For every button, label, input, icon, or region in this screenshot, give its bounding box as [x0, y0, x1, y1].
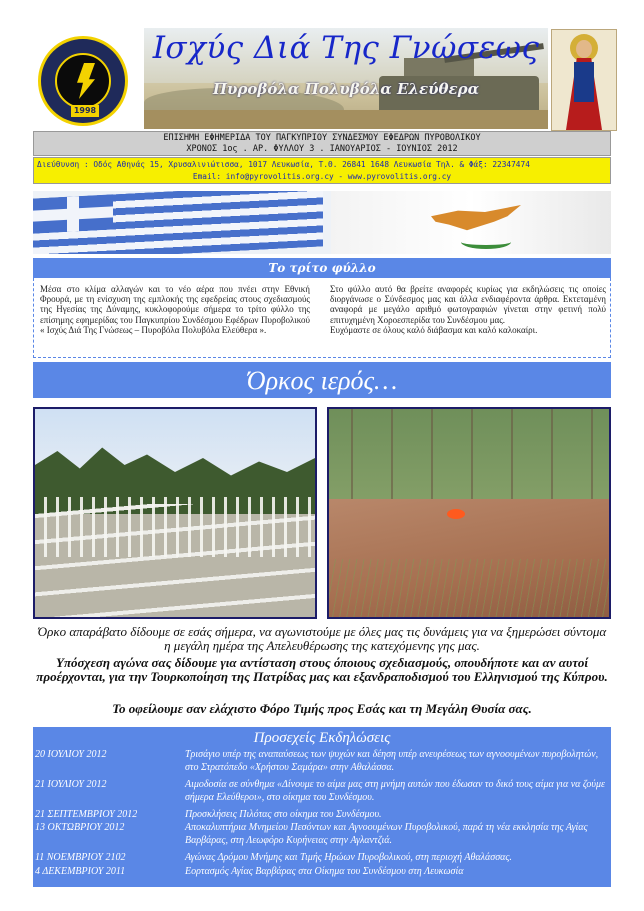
event-date: 13 ΟΚΤΩΒΡΙΟΥ 2012: [35, 822, 125, 833]
event-date: 11 ΝΟΕΜΒΡΙΟΥ 2102: [35, 852, 126, 863]
masthead-banner: [144, 28, 548, 129]
newspaper-subtitle: Πυροβόλα Πολυβόλα Ελεύθερα: [212, 80, 480, 98]
event-date: 21 ΙΟΥΛΙΟΥ 2012: [35, 779, 107, 790]
intro-box: [33, 278, 611, 358]
official-info-bar: [33, 131, 611, 156]
intro-heading: Το τρίτο φύλλο: [33, 258, 611, 278]
official-line-2: ΧΡΟΝΟΣ 1ος . ΑΡ. ΦΥΛΛΟΥ 3 . ΙΑΝΟΥΑΡΙΟΣ - ΙΟΥΝΙΟΣ 2012: [186, 144, 458, 154]
email-web-line[interactable]: Email: info@pyrovolitis.org.cy - www.pyrovolitis.org.cy: [192, 172, 452, 181]
newspaper-title: Ισχύς Διά Της Γνώσεως: [152, 30, 540, 66]
oath-text: Όρκο απαράβατο δίδουμε σε εσάς σήμερα, να αγωνιστούμε με όλες μας τις δυνάμεις για να ξημερώσει σύντομα η μεγάλη ημέρα της Απελευθέρωσης της κατεχόμενης γης μας.: [37, 624, 607, 653]
event-date: 4 ΔΕΚΕΜΒΡΙΟΥ 2011: [35, 866, 126, 877]
event-text: Αγώνας Δρόμου Μνήμης και Τιμής Ηρώων Πυροβολικού, στη περιοχή Αθαλάσσας.: [185, 852, 512, 863]
intro-right-column: [330, 284, 606, 335]
event-text: Τρισάγιο υπέρ της αναπαύσεως των ψυχών και δέηση υπέρ ανευρέσεως των αγνοουμένων πυροβολητών, στο Στρατόπεδο «Χρήστου Σαμάρα» στην Αθαλάσσα.: [185, 749, 599, 773]
promise-text: Υπόσχεση αγώνα σας δίδουμε για αντίσταση στους όποιους σχεδιασμούς, οπουδήποτε και αν αυτοί προέρχονται, για την Τουρκοποίηση της Πατρίδας μας και εξανδραποδισμού του Ελληνισμού της Κύπρου.: [36, 655, 608, 684]
event-date: 20 ΙΟΥΛΙΟΥ 2012: [35, 749, 107, 760]
lightning-icon: [75, 63, 95, 99]
memorial-site-photo: [327, 407, 611, 619]
intro-closing: Ευχόμαστε σε όλους καλό διάβασμα και καλό καλοκαίρι.: [330, 324, 538, 335]
address-line: Διεύθυνση : Οδός Αθηνάς 15, Χρυσαλινιώτισσα, 1017 Λευκωσία, Τ.Θ. 26841 1648 Λευκωσία Τηλ. & Φάξ: 22347474: [37, 160, 530, 169]
saint-icon: [551, 29, 617, 131]
intro-left-column: Μέσα στο κλίμα αλλαγών και το νέο αέρα που πνέει στην Εθνική Φρουρά, με τη ενίσχυση της εμπλοκής της εφεδρείας στους σχεδιασμούς της Ηγεσίας της Δύναμης, κυκλοφορούμε σήμερα το τρίτο φύλλο της επίσημης εφημερίδας του Παγκυπρίου Συνδέσμου Εφέδρων Πυροβολικού « Ισχύς Διά Της Γνώσεως – Πυροβόλα Πολυβόλα Ελεύθερα ».: [40, 284, 310, 335]
intro-right-paragraph: Στο φύλλο αυτό θα βρείτε αναφορές κυρίως για εκδηλώσεις τις οποίες διοργάνωσε ο Σύνδεσμος μας και άλλα ενδιαφέροντα άρθρα. Εκτεταμένη αναφορά με μεγάλο αριθμό φωτογραφιών γίνεται στην φετινή πολύ επιτυχημένη Χοροεσπερίδα του Συνδέσμου μας.: [330, 284, 606, 325]
event-text: Αιμοδοσία σε σύνθημα «Δίνουμε το αίμα μας στη μνήμη αυτών που έδωσαν το δικό τους αίμα για να ζούμε σήμερα Ελεύθεροι», στο οίκημα του Συνδέσμου.: [185, 779, 605, 803]
association-logo: [38, 36, 128, 126]
tribute-text: Το οφείλουμε σαν ελάχιστο Φόρο Τιμής προς Εσάς και τη Μεγάλη Θυσία σας.: [112, 701, 532, 716]
flower-icon: [447, 509, 465, 519]
address-bar: [33, 157, 611, 184]
oath-banner: Όρκος ιερός…: [33, 362, 611, 398]
logo-emblem: [55, 53, 111, 109]
upcoming-events: [33, 727, 611, 887]
flags-banner: [33, 191, 611, 254]
logo-year: 1998: [71, 105, 99, 117]
greek-flag-icon: [33, 191, 323, 254]
event-text: Προσκλήσεις Πιλότας στο οίκημα του Συνδέσμου.: [185, 809, 382, 820]
official-line-1: ΕΠΙΣΗΜΗ ΕΦΗΜΕΡΙΔΑ ΤΟΥ ΠΑΓΚΥΠΡΙΟΥ ΣΥΝΔΕΣΜΟΥ ΕΦΕΔΡΩΝ ΠΥΡΟΒΟΛΙΚΟΥ: [163, 133, 481, 143]
cemetery-photo: [33, 407, 317, 619]
event-text: Αποκαλυπτήρια Μνημείου Πεσόντων και Αγνοουμένων Πυροβολικού, παρά τη νέα εκκλησία της Αγίας Βαρβάρας, στη Λεωφόρο Κυρήνειας στην Αγλαντζιά.: [185, 822, 588, 846]
event-text: Εορτασμός Αγίας Βαρβάρας στα Οίκημα του Συνδέσμου στη Λευκωσία: [185, 866, 464, 877]
event-date: 21 ΣΕΠΤΕΜΒΡΙΟΥ 2012: [35, 809, 138, 820]
cyprus-flag-icon: [331, 191, 611, 254]
events-title: Προσεχείς Εκδηλώσεις: [253, 730, 391, 746]
